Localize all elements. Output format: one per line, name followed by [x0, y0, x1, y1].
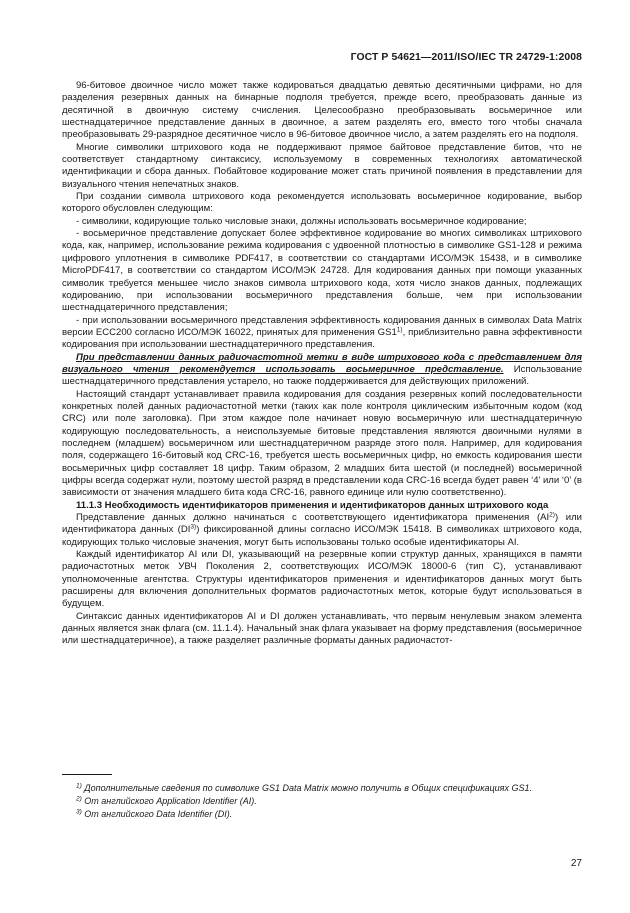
paragraph-agencies: Каждый идентификатор AI или DI, указывающий на резервные копии структур данных, хранящихся в памяти радиочастотных меток УВЧ Поколения 2, соответствующих ИСО/МЭК 18000-6 (тип С), устанавливают уполномоченные агентства. Структуры идентификаторов применения и идентификаторов данных могут быть расширены для включения дополнительных форматов радиочастотных меток, которые будут использоваться в будущем. — [62, 549, 582, 610]
list-item-numeric: - символики, кодирующие только числовые знаки, должны использовать восьмеричное кодирование; — [76, 215, 527, 227]
text: - при использовании восьмеричного представления эффективность кодирования данных в символах Data Matrix версии ECC200 согласно ИСО/МЭК 16022, принятых для применения GS1 — [62, 314, 582, 338]
paragraph-identifiers — [62, 512, 582, 549]
footnote-1 — [62, 782, 582, 795]
list-item-datamatrix — [62, 315, 582, 352]
footnote-mark: 1) — [76, 782, 82, 790]
document-header: ГОСТ Р 54621—2011/ISO/IEC TR 24729-1:2008 — [350, 52, 582, 63]
text: , приблизительно равна эффективности кодирования при использовании шестнадцатеричного представления. — [62, 326, 582, 351]
footnote-3 — [62, 808, 582, 821]
footnote-ref-1: 1) — [396, 326, 403, 334]
footnote-text: От английского Data Identifier (DI). — [81, 809, 233, 819]
footnote-divider — [62, 774, 112, 775]
page-number: 27 — [570, 858, 582, 869]
footnote-text: От английского Application Identifier (AI). — [81, 796, 257, 806]
footnote-text: Дополнительные сведения по символике GS1 Data Matrix можно получить в Общих спецификациях GS1. — [81, 783, 533, 793]
paragraph-1: 96-битовое двоичное число может также кодироваться двадцатью девятью десятичными цифрами, но для разделения резервных данных на бинарные подполя требуется, прежде всего, преобразовать данные из десятичной в двоичную систему счисления. Целесообразно преобразовывать восьмеричное или шестнадцатеричное представление данных в двоичное, а затем разделять его, вместо того чтобы сначала преобразовывать 29-разрядное десятичное число в 96-битовое двоичное число, а затем разделять его на подполя. — [62, 80, 582, 141]
section-heading: 11.1.3 Необходимость идентификаторов применения и идентификаторов данных штрихового кода — [76, 499, 549, 511]
paragraph-3: При создании символа штрихового кода рекомендуется использовать восьмеричное кодирование, выбор которого обусловлен следующим: — [62, 191, 582, 215]
text: Использование шестнадцатеричного представления устарело, но также поддерживается для действующих приложений. — [62, 363, 582, 388]
list-item-octal-efficiency: - восьмеричное представление допускает более эффективное кодирование во многих символиках штрихового кода, как, например, использование режима кодирования с удвоенной плотностью в символике GS1-128 и режима цифрового уплотнения в символике PDF417, в соответствии со стандартами ИСО/МЭК 15438, и в символике MicroPDF417, в соответствии со стандартом ИСО/МЭК 24728. Для кодирования данных при помощи указанных символик требуется меньшее число знаков символа штрихового кода, хотя число знаков данных, подлежащих кодированию, при использовании восьмеричного представления больше, чем при использовании шестнадцатеричного представления; — [62, 228, 582, 314]
footnote-mark: 3) — [76, 808, 82, 816]
text: Представление данных должно начинаться с соответствующего идентификатора применения (AI — [76, 512, 550, 524]
recommendation-paragraph — [62, 352, 582, 389]
footnote-ref-3: 3) — [190, 523, 197, 531]
paragraph-encoding-rules: Настоящий стандарт устанавливает правила кодирования для создания резервных копий последовательности конкретных полей данных радиочастотной метки (таких как поле контроля циклическим избыточным кодом (код CRC) или поле заголовка). При этом каждое поле начинает новую восьмеричную или шестнадцатеричную кодирующую последовательность, а неиспользуемые битовые представления являются двоичными нулями в последнем (младшем) восьмеричном или шестнадцатеричном разряде этого поля. Например, для кодирования поля, содержащего 16-битовый код CRC-16, требуется шесть восьмеричных цифр, но емкость кодирования шести восьмеричных цифр составляет 18 цифр. Таким образом, 2 младших бита шестой (и последней) восьмеричной цифры всегда содержат нули, поэтому шестой разряд в представлении кода CRC-16 всегда будет равен ‘4’ или ‘0’ (в зависимости от значения младшего бита кода CRC-16, равного единице или нулю соответственно). — [62, 388, 582, 499]
paragraph-2: Многие символики штрихового кода не поддерживают прямое байтовое представление битов, что не соответствует стандартному синтаксису, используемому в современных технологиях автоматической идентификации и сбора данных. Побайтовое кодирование может стать причиной появления в представлении для визуального чтения непечатных знаков. — [62, 141, 582, 190]
footnotes — [62, 782, 582, 821]
text: ) или идентификатора данных (DI — [62, 512, 582, 536]
footnote-mark: 2) — [76, 795, 82, 803]
body-text — [62, 80, 582, 648]
recommendation-emphasis: При представлении данных радиочастотной метки в виде штрихового кода с представлением для визуального чтения рекомендуется использовать восьмеричное представление. — [62, 351, 582, 375]
paragraph-syntax: Синтаксис данных идентификаторов AI и DI должен устанавливать, что первым ненулевым знаком элемента данных является знак флага (см. 11.1.4). Начальный знак флага указывает на форму представления (восьмеричное или шестнадцатеричное), а также разделяет различные форматы данных радиочастот- — [62, 610, 582, 647]
text: ) фиксированной длины согласно ИСО/МЭК 15418. В символиках штрихового кода, кодирующих только числовые значения, могут быть использованы только особые идентификаторы AI. — [62, 524, 582, 548]
footnote-2 — [62, 795, 582, 808]
footnote-ref-2: 2) — [549, 511, 555, 519]
